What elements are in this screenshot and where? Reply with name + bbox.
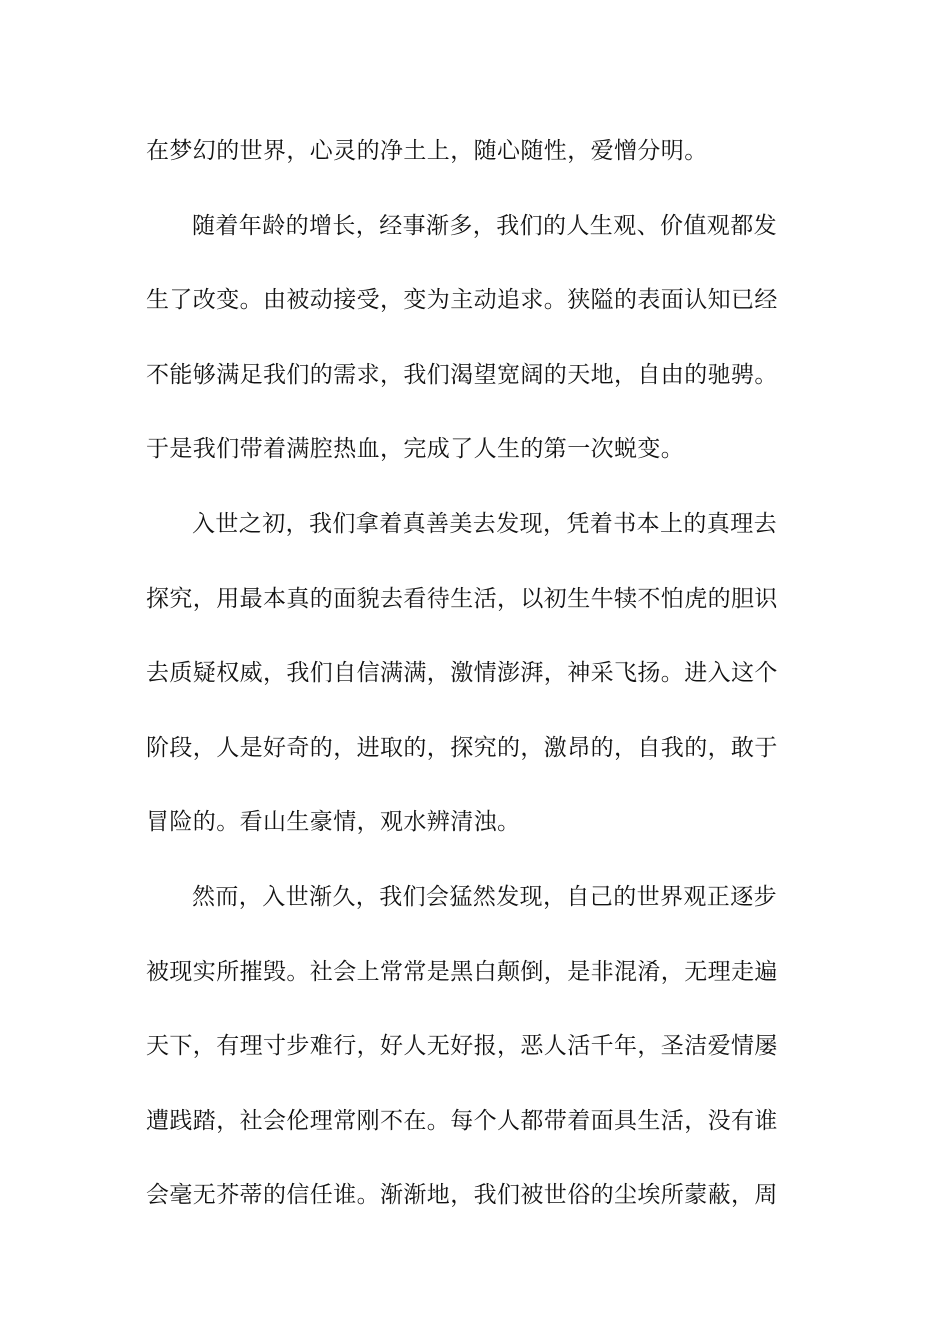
paragraph-start-line: 入世之初，我们拿着真善美去发现，凭着书本上的真理去 — [192, 510, 777, 537]
text-line: 去质疑权威，我们自信满满，激情澎湃，神采飞扬。进入这个 — [146, 660, 778, 687]
text-line: 遭践踏，社会伦理常刚不在。每个人都带着面具生活，没有谁 — [146, 1107, 778, 1134]
text-line: 于是我们带着满腔热血，完成了人生的第一次蜕变。 — [146, 436, 685, 463]
text-line: 冒险的。看山生豪情，观水辨清浊。 — [146, 809, 521, 836]
body-text — [146, 131, 806, 1250]
text-line: 被现实所摧毁。社会上常常是黑白颠倒，是非混淆，无理走遍 — [146, 958, 778, 985]
text-line: 生了改变。由被动接受，变为主动追求。狭隘的表面认知已经 — [146, 287, 778, 314]
text-line: 不能够满足我们的需求，我们渴望宽阔的天地，自由的驰骋。 — [146, 361, 778, 388]
text-line: 会毫无芥蒂的信任谁。渐渐地，我们被世俗的尘埃所蒙蔽，周 — [146, 1182, 778, 1209]
paragraph-start-line: 随着年龄的增长，经事渐多，我们的人生观、价值观都发 — [192, 212, 777, 239]
text-line: 天下，有理寸步难行，好人无好报，恶人活千年，圣洁爱情屡 — [146, 1033, 778, 1060]
text-line: 阶段，人是好奇的，进取的，探究的，激昂的，自我的，敢于 — [146, 734, 778, 761]
text-line: 在梦幻的世界，心灵的净土上，随心随性，爱憎分明。 — [146, 138, 708, 164]
paragraph-start-line: 然而，入世渐久，我们会猛然发现，自己的世界观正逐步 — [192, 883, 777, 910]
text-line: 探究，用最本真的面貌去看待生活，以初生牛犊不怕虎的胆识 — [146, 585, 778, 612]
